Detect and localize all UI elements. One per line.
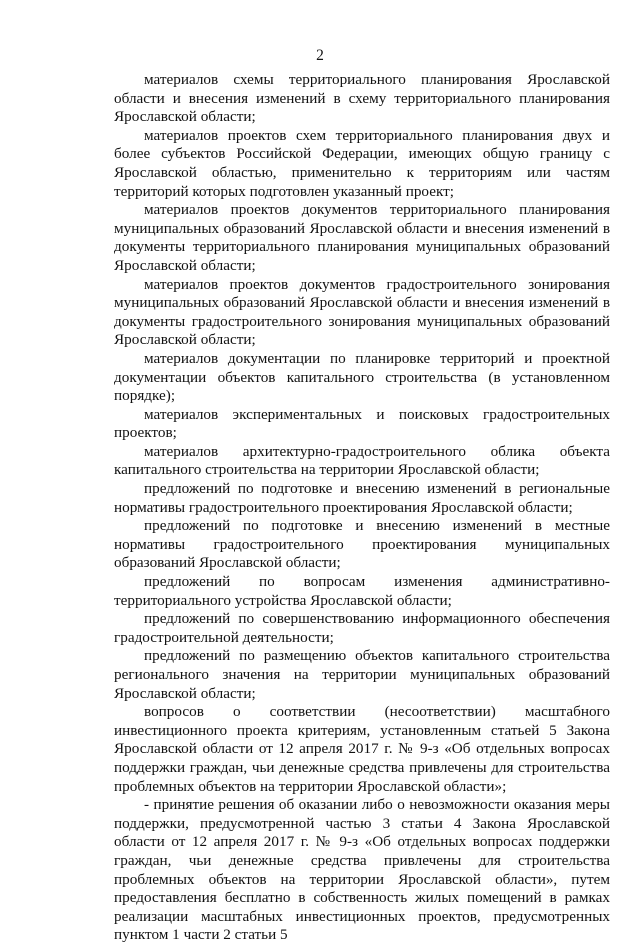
paragraph: - принятие решения об оказании либо о невозможности оказания меры поддержки, предусмотренной частью 3 статьи 4 Закона Ярославской области от 12 апреля 2017 г. № 9-з «Об отдельных вопросах поддержки граждан, чьи денежные средства привлечены для строительства проблемных объектов на территории Ярославской области», путем предоставления бесплатно в собственность жилых помещений в рамках реализации масштабных инвестиционных проектов, предусмотренных пунктом 1 части 2 статьи 5: [114, 796, 610, 944]
document-body: [114, 71, 610, 945]
paragraph: предложений по подготовке и внесению изменений в региональные нормативы градостроительного проектирования Ярославской области;: [114, 480, 610, 516]
paragraph: материалов экспериментальных и поисковых градостроительных проектов;: [114, 405, 610, 442]
paragraph: материалов проектов документов территориального планирования муниципальных образований Ярославской области и внесения изменений в документы территориального планирования муниципальных образований Ярославской области;: [114, 201, 610, 274]
paragraph: материалов схемы территориального планирования Ярославской области и внесения изменений в схему территориального планирования Ярославской области;: [114, 71, 610, 126]
paragraph: материалов документации по планировке территорий и проектной документации объектов капитального строительства (в установленном порядке);: [114, 349, 610, 405]
paragraph: материалов проектов документов градостроительного зонирования муниципальных образований Ярославской области и внесения изменений в документы градостроительного зонирования муниципальных образований Ярославской области;: [114, 275, 610, 349]
paragraph: предложений по совершенствованию информационного обеспечения градостроительной деятельности;: [114, 610, 610, 646]
paragraph: материалов проектов схем территориального планирования двух и более субъектов Российской Федерации, имеющих общую границу с Ярославской областью, применительно к территориям или частям территорий которых подготовлен указанный проект;: [114, 126, 610, 200]
paragraph: вопросов о соответствии (несоответствии) масштабного инвестиционного проекта критериям, установленным статьей 5 Закона Ярославской области от 12 апреля 2017 г. № 9-з «Об отдельных вопросах поддержки граждан, чьи денежные средства привлечены для строительства проблемных объектов на территории Ярославской области»;: [114, 703, 610, 795]
paragraph: предложений по вопросам изменения административно-территориального устройства Ярославской области;: [114, 573, 610, 609]
page-number: 2: [316, 47, 324, 64]
paragraph: материалов архитектурно-градостроительного облика объекта капитального строительства на территории Ярославской области;: [114, 442, 610, 479]
paragraph: предложений по подготовке и внесению изменений в местные нормативы градостроительного проектирования муниципальных образований Ярославской области;: [114, 517, 610, 572]
paragraph: предложений по размещению объектов капитального строительства регионального значения на территории муниципальных образований Ярославской области;: [114, 647, 610, 702]
